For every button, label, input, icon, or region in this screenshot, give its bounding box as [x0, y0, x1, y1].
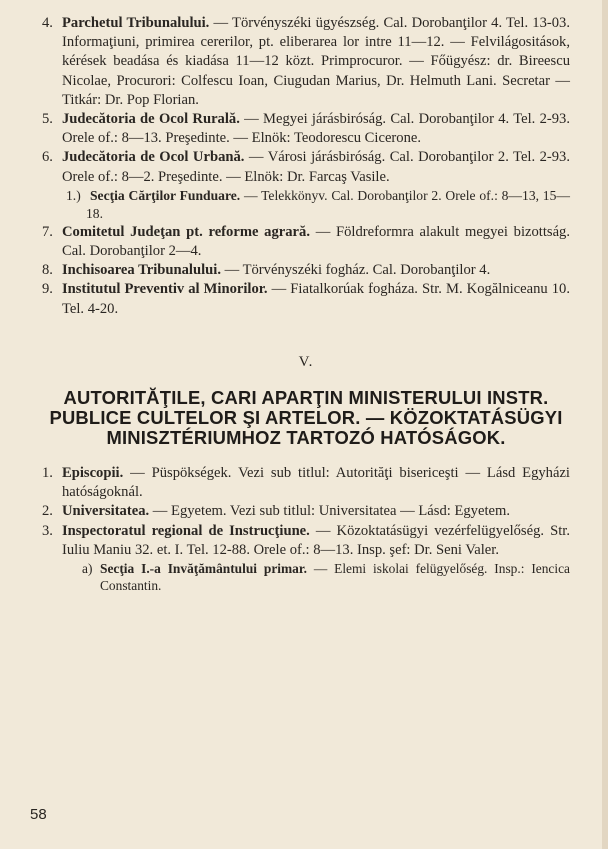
sub-item-body: — Telekkönyv. Cal. Dorobanţilor 2. Orele of.: 8—13, 15—18.: [86, 187, 570, 221]
item-number: 7.: [42, 223, 53, 240]
page-edge: [602, 0, 608, 849]
sub-item-1: [42, 187, 570, 223]
section-list: [42, 464, 570, 594]
list-item-3: [42, 522, 570, 560]
item-body: — Egyetem. Vezi sub titlul: Universitatea — Lásd: Egyetem.: [149, 503, 510, 520]
sub-item-title: Secţia Cărţilor Funduare.: [90, 187, 241, 203]
item-body: — Közoktatásügyi vezérfelügyelőség. Str. Iuliu Maniu 32. et. I. Tel. 12-88. Orele of.: 8—13. Insp. şef: Dr. Seni Valer.: [62, 522, 570, 558]
item-body: — Fiatalkorúak fogháza. Str. M. Kogălniceanu 10. Tel. 4-20.: [62, 281, 571, 317]
item-body: — Városi járásbiróság. Cal. Dorobanţilor 2. Tel. 2-93. Orele of.: 8—2. Preşedinte. — Elnök: Dr. Farcaş Vasile.: [62, 149, 570, 185]
list-item-9: [42, 280, 570, 318]
item-title: Judecătoria de Ocol Rurală.: [62, 111, 240, 128]
list-item-5: [42, 110, 570, 148]
item-body: — Püspökségek. Vezi sub titlul: Autorităţi bisericeşti — Lásd Egyházi hatóságoknál.: [62, 465, 570, 501]
section-heading: AUTORITĂŢILE, CARI APARŢIN MINISTERULUI INSTR. PUBLICE CULTELOR ŞI ARTELOR. — KÖZOKTATÁSÜGYI MINISZTÉRIUMHOZ TARTOZÓ HATÓSÁGOK.: [49, 387, 563, 449]
item-number: 3.: [42, 522, 53, 539]
item-body: — Megyei járásbiróság. Cal. Dorobanţilor 4. Tel. 2-93. Orele of.: 8—13. Preşedinte. — Elnök: Teodorescu Cicerone.: [62, 111, 570, 147]
sub-item-number: a): [82, 561, 93, 577]
section-number: V.: [298, 353, 314, 370]
list-item-2: [42, 502, 570, 521]
item-title: Parchetul Tribunalului.: [62, 15, 210, 31]
item-body: — Törvényszéki ügyészség. Cal. Dorobanţilor 4. Tel. 13-03. Informaţiuni, primirea cererilor, pt. eliberarea lor intre 11—12. — Felvilágositások, kérések beadása és kiadása 11—12 közt. Primprocuror. — Főügyész: dr. Bireescu Nicolae, Procurori: Colfescu Ioan, Ciugudan Marius, Dr. Helmuth Lani. Secretar — Titkár: Dr. Pop Florian.: [62, 15, 570, 108]
item-title: Universitatea.: [62, 503, 150, 520]
item-number: 9.: [42, 281, 53, 298]
page-number: 58: [30, 806, 47, 823]
item-title: Comitetul Judeţan pt. reforme agrară.: [62, 223, 310, 240]
item-number: 5.: [42, 111, 53, 128]
list-item-4: [42, 14, 570, 110]
item-title: Inspectoratul regional de Instrucţiune.: [62, 522, 310, 539]
item-number: 2.: [42, 503, 53, 520]
item-title: Institutul Preventiv al Minorilor.: [62, 281, 268, 298]
sub-item-a: [42, 560, 570, 594]
sub-item-title: Secţia I.-a Invăţământului primar.: [100, 561, 307, 577]
item-body: — Földreformra alakult megyei bizottság. Cal. Dorobanţilor 2—4.: [62, 223, 570, 260]
list-item-7: [42, 223, 570, 261]
item-number: 6.: [42, 149, 53, 166]
item-title: Episcopii.: [62, 465, 124, 482]
list-item-8: [42, 261, 570, 280]
list-item-1: [42, 464, 570, 502]
page-content: [42, 14, 570, 594]
sub-item-number: 1.): [66, 187, 81, 203]
item-title: Inchisoarea Tribunalului.: [62, 262, 221, 279]
item-title: Judecătoria de Ocol Urbană.: [62, 149, 245, 166]
item-body: — Törvényszéki fogház. Cal. Dorobanţilor 4.: [220, 262, 491, 279]
item-number: 1.: [42, 465, 53, 482]
item-number: 4.: [42, 15, 53, 31]
item-number: 8.: [42, 262, 53, 279]
sub-item-body: — Elemi iskolai felügyelőség. Insp.: Iencica Constantin.: [100, 561, 570, 594]
list-item-6: [42, 148, 570, 186]
